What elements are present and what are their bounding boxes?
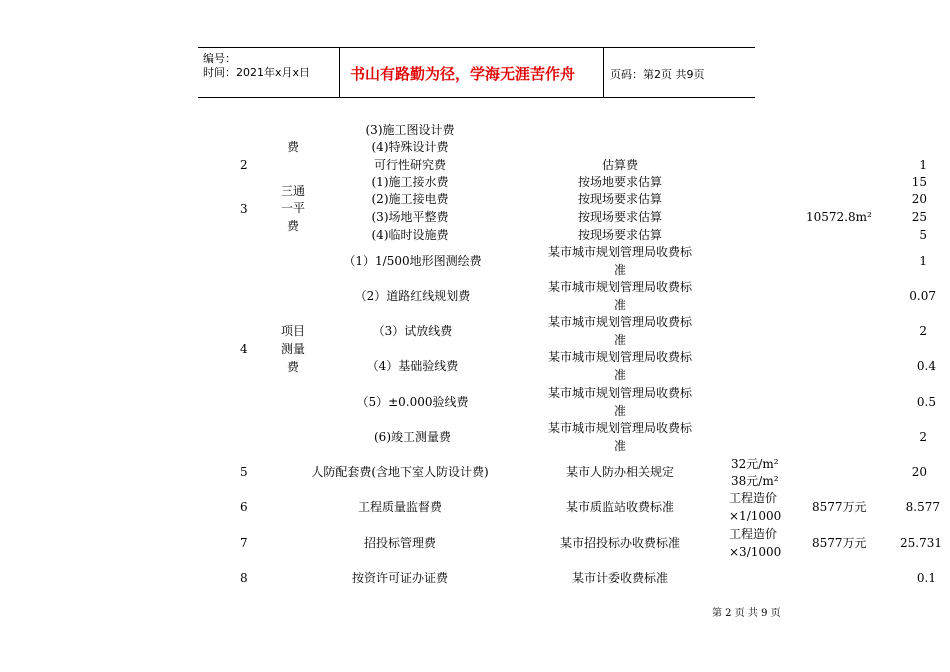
row4-basis: 准 [613, 368, 626, 382]
page-footer: 第 2 页 共 9 页 [712, 608, 781, 619]
row3-fee: 15 [911, 175, 927, 189]
row8-fee: 0.1 [916, 571, 936, 585]
row4-no: 4 [240, 342, 248, 356]
row5-item: 人防配套费(含地下室人防设计费) [311, 465, 489, 479]
row7-item: 招投标管理费 [363, 536, 436, 550]
row7-fee: 25.731 [900, 536, 942, 550]
row7-rate: ×3/1000 [729, 545, 782, 559]
row4-basis: 某市城市规划管理局收费标 [547, 386, 692, 400]
row3-item: (2)施工接电费 [371, 192, 449, 206]
row3-fee: 20 [911, 192, 927, 206]
row4-basis: 某市城市规划管理局收费标 [547, 245, 692, 259]
row5-rate: 32元/m² [731, 457, 779, 471]
row3-fee: 5 [919, 228, 927, 242]
row4-basis: 准 [613, 263, 626, 277]
row3-item: (4)临时设施费 [371, 228, 449, 242]
row6-basis: 某市质监站收费标准 [565, 500, 674, 514]
row3-basis: 按现场要求估算 [577, 228, 662, 242]
row6-rate: 工程造价 [729, 491, 778, 505]
row3-no: 3 [240, 202, 248, 216]
row3-fee: 25 [911, 210, 927, 224]
row4-item: （4）基础验线费 [366, 359, 459, 373]
header-divider [603, 48, 604, 97]
row3-basis: 按现场要求估算 [577, 192, 662, 206]
row4-fee: 2 [919, 324, 927, 338]
row4-fee: 2 [919, 430, 927, 444]
row4-basis: 某市城市规划管理局收费标 [547, 280, 692, 294]
row6-rate: ×1/1000 [729, 509, 782, 523]
row4-category: 测量 [280, 342, 305, 356]
row2-basis: 估算费 [601, 158, 638, 172]
row7-rate: 工程造价 [729, 527, 778, 541]
row7-no: 7 [240, 536, 248, 550]
time-label: 时间：2021年x月x日 [203, 66, 311, 79]
row5-rate: 38元/m² [731, 474, 779, 488]
row3-basis: 按现场要求估算 [577, 210, 662, 224]
motto: 书山有路勤为径，学海无涯苦作舟 [350, 65, 576, 83]
row6-amount: 8577万元 [812, 500, 867, 514]
row1-category: 费 [286, 140, 299, 154]
row4-basis: 准 [613, 333, 626, 347]
row4-basis: 某市城市规划管理局收费标 [547, 315, 692, 329]
row5-no: 5 [240, 465, 248, 479]
row4-basis: 准 [613, 439, 626, 453]
row1-item-b: (4)特殊设计费 [371, 140, 449, 154]
row6-no: 6 [240, 500, 248, 514]
row3-item: (3)场地平整费 [371, 210, 449, 224]
row4-basis: 某市城市规划管理局收费标 [547, 421, 692, 435]
row2-no: 2 [240, 158, 248, 172]
row4-item: （1）1/500地形图测绘费 [343, 254, 482, 268]
row3-category: 三通 [280, 184, 305, 198]
row8-no: 8 [240, 571, 248, 585]
row3-category: 费 [286, 219, 299, 233]
row1-item-a: (3)施工图设计费 [365, 123, 455, 137]
row4-basis: 准 [613, 404, 626, 418]
row4-category: 项目 [280, 324, 305, 338]
row4-item: (6)竣工测量费 [374, 430, 451, 444]
row3-basis: 按场地要求估算 [577, 175, 662, 189]
row5-fee: 20 [911, 465, 927, 479]
row2-fee: 1 [919, 158, 927, 172]
row4-fee: 1 [919, 254, 927, 268]
row8-basis: 某市计委收费标准 [571, 571, 668, 585]
header-divider [339, 48, 340, 97]
page-label: 页码：第2页 共9页 [610, 68, 705, 81]
row4-item: （5）±0.000验线费 [356, 395, 469, 409]
row7-basis: 某市招投标办收费标准 [559, 536, 680, 550]
row4-item: （3）试放线费 [372, 324, 453, 338]
number-label: 编号： [203, 52, 236, 65]
row4-basis: 某市城市规划管理局收费标 [547, 350, 692, 364]
row8-item: 按资许可证办证费 [351, 571, 448, 585]
row3-item: (1)施工接水费 [371, 175, 449, 189]
row3-category: 一平 [280, 201, 305, 215]
row3-area: 10572.8m² [806, 210, 872, 224]
row4-category: 费 [286, 360, 299, 374]
row7-amount: 8577万元 [812, 536, 867, 550]
row2-item: 可行性研究费 [373, 158, 446, 172]
row6-item: 工程质量监督费 [357, 500, 442, 514]
row5-basis: 某市人防办相关规定 [565, 465, 674, 479]
row4-fee: 0.4 [916, 359, 936, 373]
row4-fee: 0.07 [909, 289, 936, 303]
row4-fee: 0.5 [916, 395, 936, 409]
row4-basis: 准 [613, 298, 626, 312]
row6-fee: 8.577 [905, 500, 940, 514]
row4-item: （2）道路红线规划费 [354, 289, 471, 303]
